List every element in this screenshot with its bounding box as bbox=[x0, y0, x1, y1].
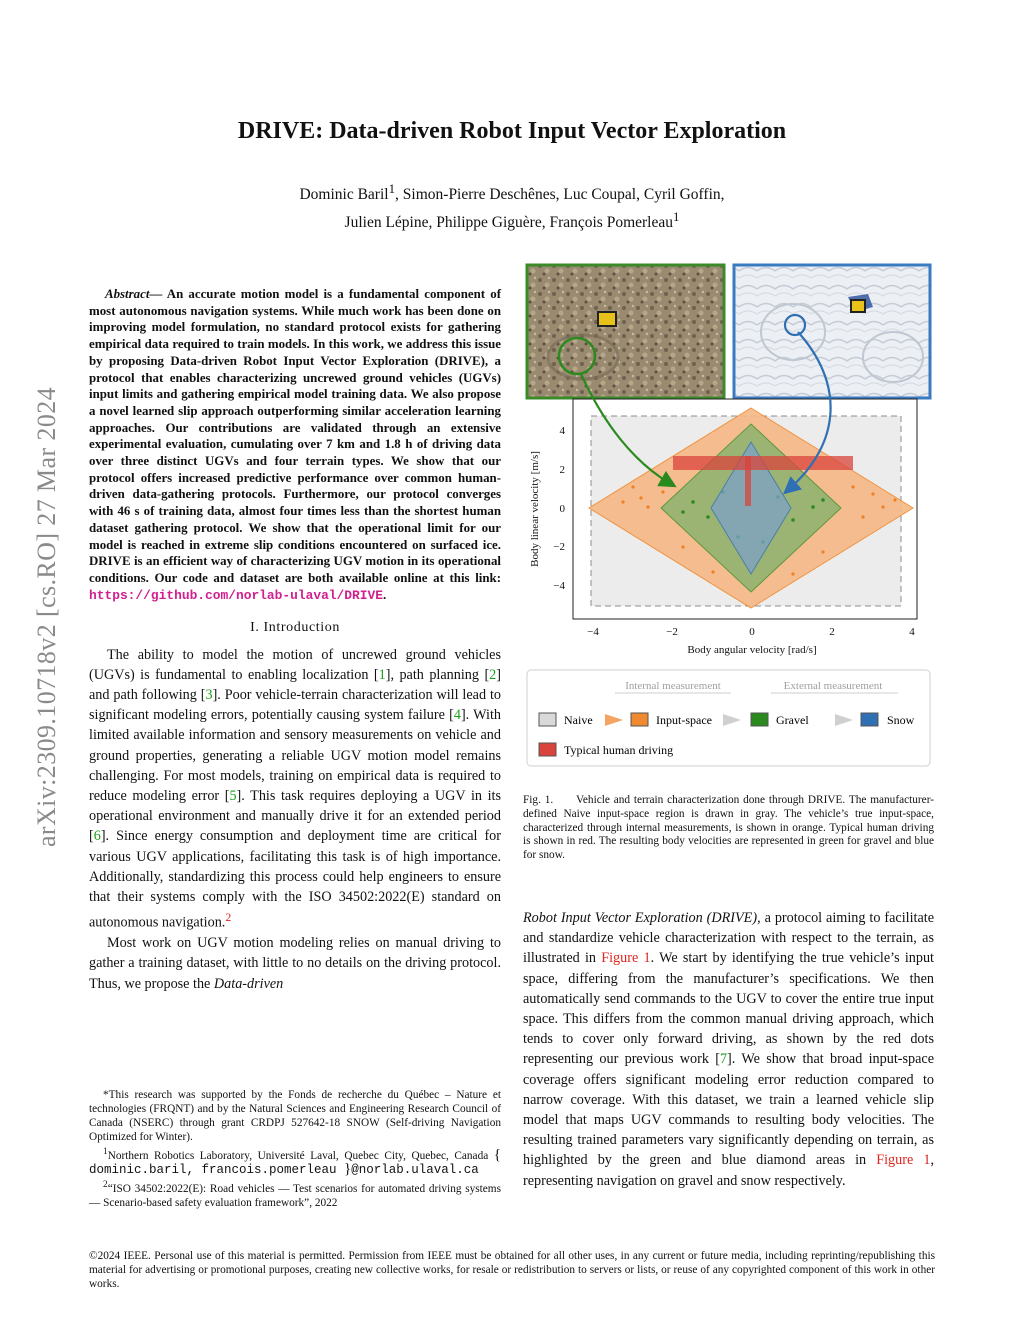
right-column bbox=[523, 908, 934, 1191]
legend-internal-label: Internal measurement bbox=[625, 680, 721, 692]
footnote-mark: 1 bbox=[103, 1146, 108, 1157]
citation-link[interactable]: 3 bbox=[205, 686, 213, 703]
brace: } bbox=[344, 1161, 352, 1178]
text: ], path planning [ bbox=[385, 666, 490, 683]
author-first: Dominic Baril bbox=[299, 186, 389, 204]
italic-text: Robot Input Vector Exploration (DRIVE) bbox=[523, 910, 758, 926]
text: ] and path following [ bbox=[89, 666, 501, 703]
legend-swatch-human bbox=[539, 743, 556, 756]
abstract-end: . bbox=[382, 587, 387, 602]
citation-link[interactable]: 2 bbox=[489, 666, 497, 683]
brace: { bbox=[493, 1146, 501, 1163]
x-tick: 0 bbox=[749, 626, 755, 638]
y-axis-label: Body linear velocity [m/s] bbox=[529, 451, 541, 567]
text: . We start by identifying the true vehicle’s input space, differing from the manufacturer’s specifications. We then automatically send commands to the UGV to cover the entire true input space. This differs from the common manual driving approach, which tends to cover only forward driving, as shown by the red dots representing our previous work [ bbox=[523, 950, 934, 1068]
y-tick: 4 bbox=[559, 425, 565, 437]
y-axis bbox=[529, 425, 566, 592]
left-column bbox=[89, 286, 501, 994]
footnotes bbox=[89, 1089, 501, 1212]
code-link[interactable]: https://github.com/norlab-ulaval/DRIVE bbox=[89, 587, 383, 603]
legend-human-driving: Typical human driving bbox=[564, 743, 674, 757]
legend-snow: Snow bbox=[887, 713, 915, 727]
citation-link[interactable]: 6 bbox=[93, 828, 101, 845]
intro-paragraph-2 bbox=[89, 933, 501, 994]
figure-reference-link[interactable]: Figure 1 bbox=[601, 950, 651, 967]
citation-link[interactable]: 4 bbox=[453, 707, 461, 724]
abstract bbox=[89, 286, 501, 604]
y-tick: 0 bbox=[559, 503, 565, 515]
text: ]. Poor vehicle-terrain characterization will lead to significant modeling errors, potentially causing system failure [ bbox=[89, 686, 501, 724]
footnote-iso bbox=[89, 1179, 501, 1211]
x-tick: 4 bbox=[909, 626, 915, 638]
text: , representing navigation on gravel and snow respectively. bbox=[523, 1152, 934, 1189]
robot-icon bbox=[598, 312, 616, 326]
x-tick: 2 bbox=[829, 626, 835, 638]
text: Northern Robotics Laboratory, Université Laval, Quebec City, Quebec, Canada bbox=[107, 1149, 494, 1162]
text: Most work on UGV motion modeling relies on manual driving to gather a training dataset, with little to no details on the driving protocol. Thus, we propose the bbox=[89, 935, 501, 992]
footnote-affiliation bbox=[89, 1146, 501, 1179]
x-axis-label: Body angular velocity [rad/s] bbox=[687, 644, 817, 656]
figure-1 bbox=[523, 262, 934, 772]
gravel-photo bbox=[527, 265, 724, 398]
text: ]. Since energy consumption and deployment time are critical for various UGV applications, facilitating this task is of high importance. Additionally, standardizing this process could help engineers to ensure that their systems comply with the ISO 34502:2022(E) standard on autonomous navigation. bbox=[89, 828, 501, 931]
email-addresses: dominic.baril, francois.pomerleau bbox=[89, 1163, 345, 1178]
affiliation-mark: 1 bbox=[388, 181, 396, 196]
y-tick: −4 bbox=[553, 580, 565, 592]
affiliation-mark-2: 1 bbox=[672, 209, 680, 225]
citation-link[interactable]: 7 bbox=[719, 1051, 728, 1068]
footnote-funding: *This research was supported by the Fonds de recherche du Québec – Nature et technologies (FRQNT) and by the Natural Sciences and Engineering Research Council of Canada (NSERC) through grant CRDPJ 527642-18 SNOW (Self-driving Navigation Optimized for Winter). bbox=[89, 1089, 501, 1143]
abstract-text: — An accurate motion model is a fundamental component of most autonomous navigation systems. While much work has been done on improving model formulation, no standard protocol exists for gathering empirical data required to train models. In this work, we address this issue by proposing Data-driven Robot Input Vector Exploration (DRIVE), a protocol that enables characterizing uncrewed ground vehicles (UGVs) input limits and gathering empirical model training data. We also propose a novel learned slip approach outperforming similar acceleration learning approaches. Our contributions are validated through an extensive experimental evaluation, cumulating over 7 km and 1.8 h of driving data over three distinct UGVs and four terrain types. We show that our protocol offers increased predictive performance over common human-driven data-gathering protocols. Furthermore, our protocol converges with 46 s of training data, almost four times less than the shortest human dataset gathering protocol. We show that the operational limit for our model is reached in extreme slip conditions encountered on surfaced ice. DRIVE is an efficient way of characterizing UGV motion in its operational conditions. Our code and dataset are both available online at this link: bbox=[89, 287, 501, 585]
legend-naive: Naive bbox=[564, 713, 593, 727]
abstract-label: Abstract bbox=[105, 287, 150, 301]
x-axis bbox=[587, 626, 915, 656]
author-list bbox=[0, 178, 1024, 234]
text: “ISO 34502:2022(E): Road vehicles — Test scenarios for automated driving systems — Scenario-based safety evaluation framework”, 2022 bbox=[89, 1182, 501, 1209]
text: , a protocol aiming to facilitate and standardize vehicle characterization with respect to the terrain, as illustrated in bbox=[523, 910, 935, 967]
authors-line-2: Julien Lépine, Philippe Giguère, François Pomerleau bbox=[344, 214, 673, 232]
caption-text: Vehicle and terrain characterization done through DRIVE. The manufacturer-defined Naive input-space region is drawn in gray. The vehicle’s true input-space, characterized through internal measurements, is shown in orange. Typical human driving is shown in red. The resulting body velocities are represented in green for gravel and blue for snow. bbox=[523, 794, 934, 862]
legend-swatch-snow bbox=[861, 713, 878, 726]
legend-input-space: Input-space bbox=[656, 713, 712, 727]
robot-icon bbox=[851, 300, 865, 312]
y-tick: 2 bbox=[559, 464, 565, 476]
citation-link[interactable]: 5 bbox=[229, 787, 237, 804]
x-tick: −4 bbox=[587, 626, 599, 638]
footnote-mark: 2 bbox=[103, 1180, 108, 1191]
snow-photo bbox=[734, 265, 930, 398]
legend-swatch-gravel bbox=[751, 713, 768, 726]
right-paragraph bbox=[523, 908, 934, 1191]
email-domain: @norlab.ulaval.ca bbox=[351, 1163, 479, 1178]
arxiv-identifier: arXiv:2309.10718v2 [cs.RO] 27 Mar 2024 bbox=[32, 386, 61, 848]
footnote-link[interactable]: 2 bbox=[225, 910, 232, 925]
figure-reference-link[interactable]: Figure 1 bbox=[876, 1152, 931, 1169]
y-tick: −2 bbox=[553, 541, 565, 553]
legend-gravel: Gravel bbox=[776, 713, 809, 727]
copyright-notice: ©2024 IEEE. Personal use of this material is permitted. Permission from IEEE must be obtained for all other uses, in any current or future media, including reprinting/republishing this material for advertising or promotional purposes, creating new collective works, for resale or redistribution to servers or lists, or reuse of any copyrighted component of this work in other works. bbox=[89, 1250, 935, 1291]
paper-title: DRIVE: Data-driven Robot Input Vector Exploration bbox=[237, 118, 787, 144]
legend-external-label: External measurement bbox=[783, 680, 883, 692]
authors-rest-1: , Simon-Pierre Deschênes, Luc Coupal, Cyril Goffin, bbox=[395, 186, 725, 204]
text: ]. We show that broad input-space coverage offers significant modeling error reduction compared to narrow coverage. With this dataset, we train a learned vehicle slip model that maps UGV commands to resulting body velocities. The resulting trained parameters vary significantly depending on terrain, as highlighted by the green and blue diamond areas in bbox=[523, 1051, 934, 1169]
citation-link[interactable]: 1 bbox=[378, 666, 386, 683]
legend-swatch-naive bbox=[539, 713, 556, 726]
text: ]. With limited available information and sensory measurements on vehicle and ground properties, generating a reliable UGV motion model remains challenging. For most models, training on empirical data is required to reduce modeling error [ bbox=[89, 707, 501, 804]
legend-swatch-input-space bbox=[631, 713, 648, 726]
text: ]. This task requires deploying a UGV in its operational environment and manually drive it for an extended period [ bbox=[89, 787, 501, 845]
intro-paragraph-1 bbox=[89, 645, 501, 934]
figure-legend bbox=[527, 670, 930, 766]
caption-label: Fig. 1. bbox=[523, 794, 554, 806]
section-heading-introduction: I. Introduction bbox=[250, 620, 340, 636]
x-tick: −2 bbox=[666, 626, 678, 638]
italic-text: Data-driven bbox=[213, 975, 284, 992]
text: The ability to model the motion of uncrewed ground vehicles (UGVs) is fundamental to enabling localization [ bbox=[89, 646, 501, 683]
figure-caption bbox=[523, 794, 934, 863]
